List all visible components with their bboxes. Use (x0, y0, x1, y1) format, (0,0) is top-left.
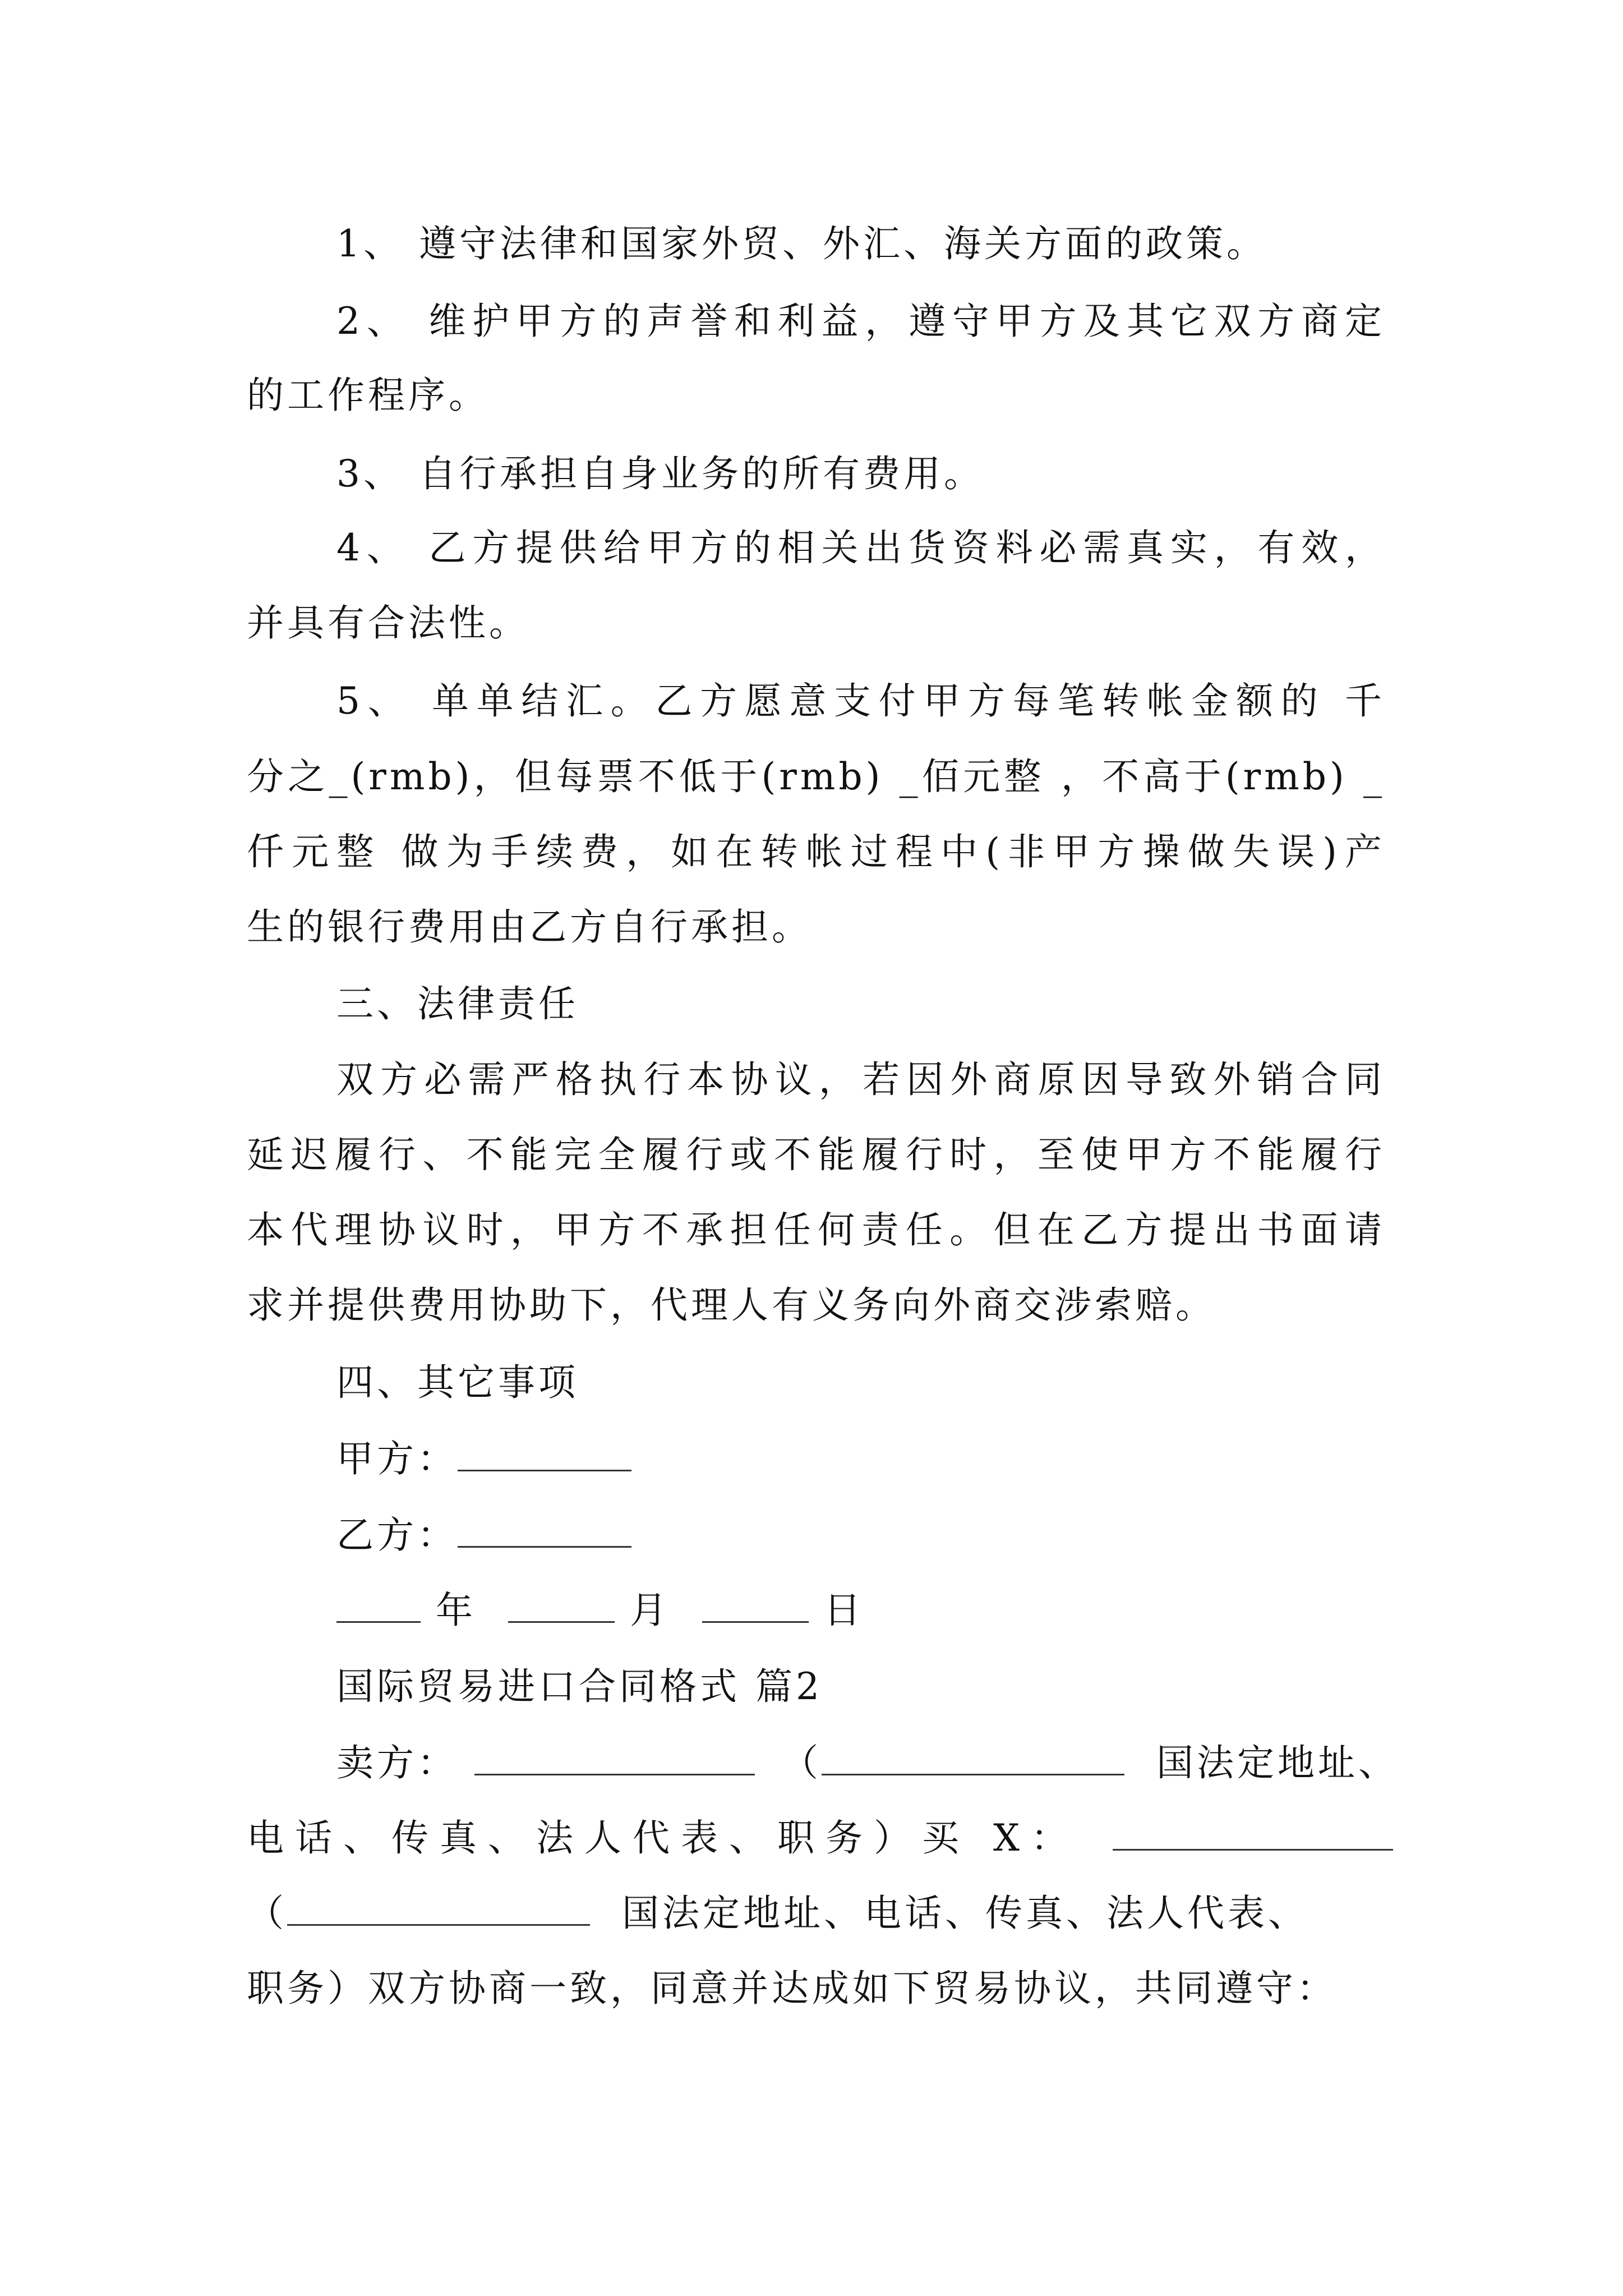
buyer-name-blank (1113, 1815, 1393, 1851)
month-label: 月 (629, 1589, 670, 1632)
clause-5-line-4: 生的银行费用由乙方自行承担。 (247, 905, 812, 949)
buyer-line (247, 1813, 1385, 1864)
buyer-country-blank (287, 1890, 590, 1926)
clause-1: 1、 遵守法律和国家外贸、外汇、海关方面的政策。 (336, 222, 1267, 265)
clause-5-line-1: 5、 单单结汇。乙方愿意支付甲方每笔转帐金额的 千 (336, 679, 1385, 723)
section-heading-legal-liability: 三、法律责任 (336, 982, 579, 1025)
day-label: 日 (823, 1589, 864, 1632)
seller-address-text: 国法定地址、 (1156, 1741, 1399, 1784)
seller-country-blank (822, 1740, 1124, 1775)
month-blank (508, 1588, 615, 1623)
seller-name-blank (474, 1740, 755, 1775)
buyer-text: 电话、传真、法人代表、职务）买 X： (247, 1816, 1079, 1860)
party-a-blank (458, 1436, 631, 1471)
seller-label: 卖方： (336, 1741, 458, 1784)
clause-5-line-3: 仟元整 做为手续费，如在转帐过程中(非甲方操做失误)产 (247, 830, 1385, 873)
buyer-open-paren: （ (247, 1892, 287, 1935)
clause-4-line-1: 4、 乙方提供给甲方的相关出货资料必需真实，有效， (336, 526, 1385, 569)
section-title-contract-2: 国际贸易进口合同格式 篇2 (336, 1665, 823, 1708)
buyer-address-text: 国法定地址、电话、传真、法人代表、 (621, 1892, 1308, 1935)
party-b-label: 乙方： (336, 1513, 458, 1557)
year-label: 年 (435, 1589, 476, 1632)
day-blank (702, 1588, 809, 1623)
party-a-label: 甲方： (336, 1437, 458, 1480)
party-a-signature-line (336, 1434, 1385, 1484)
liability-line-1: 双方必需严格执行本协议，若因外商原因导致外销合同 (336, 1058, 1385, 1101)
date-line (336, 1585, 1385, 1636)
buyer-address-line (247, 1888, 1385, 1939)
party-b-signature-line (336, 1510, 1385, 1561)
year-blank (336, 1588, 421, 1623)
clause-2-line-2: 的工作程序。 (247, 374, 489, 417)
clause-4-line-2: 并具有合法性。 (247, 601, 529, 645)
seller-open-paren: （ (781, 1741, 822, 1784)
agreement-line: 职务）双方协商一致，同意并达成如下贸易协议，共同遵守： (247, 1967, 1337, 2010)
party-b-blank (458, 1512, 631, 1548)
seller-line (336, 1738, 1399, 1788)
clause-5-line-2: 分之_(rmb)，但每票不低于(rmb) _佰元整 ，不高于(rmb) _ (247, 755, 1385, 798)
section-heading-other-matters: 四、其它事项 (336, 1361, 579, 1404)
liability-line-2: 延迟履行、不能完全履行或不能履行时，至使甲方不能履行 (247, 1133, 1385, 1176)
clause-2-line-1: 2、 维护甲方的声誉和利益，遵守甲方及其它双方商定 (336, 300, 1385, 343)
clause-3: 3、 自行承担自身业务的所有费用。 (336, 452, 984, 495)
liability-line-3: 本代理协议时，甲方不承担任何责任。但在乙方提出书面请 (247, 1208, 1385, 1251)
liability-line-4: 求并提供费用协助下，代理人有义务向外商交涉索赔。 (247, 1283, 1216, 1327)
